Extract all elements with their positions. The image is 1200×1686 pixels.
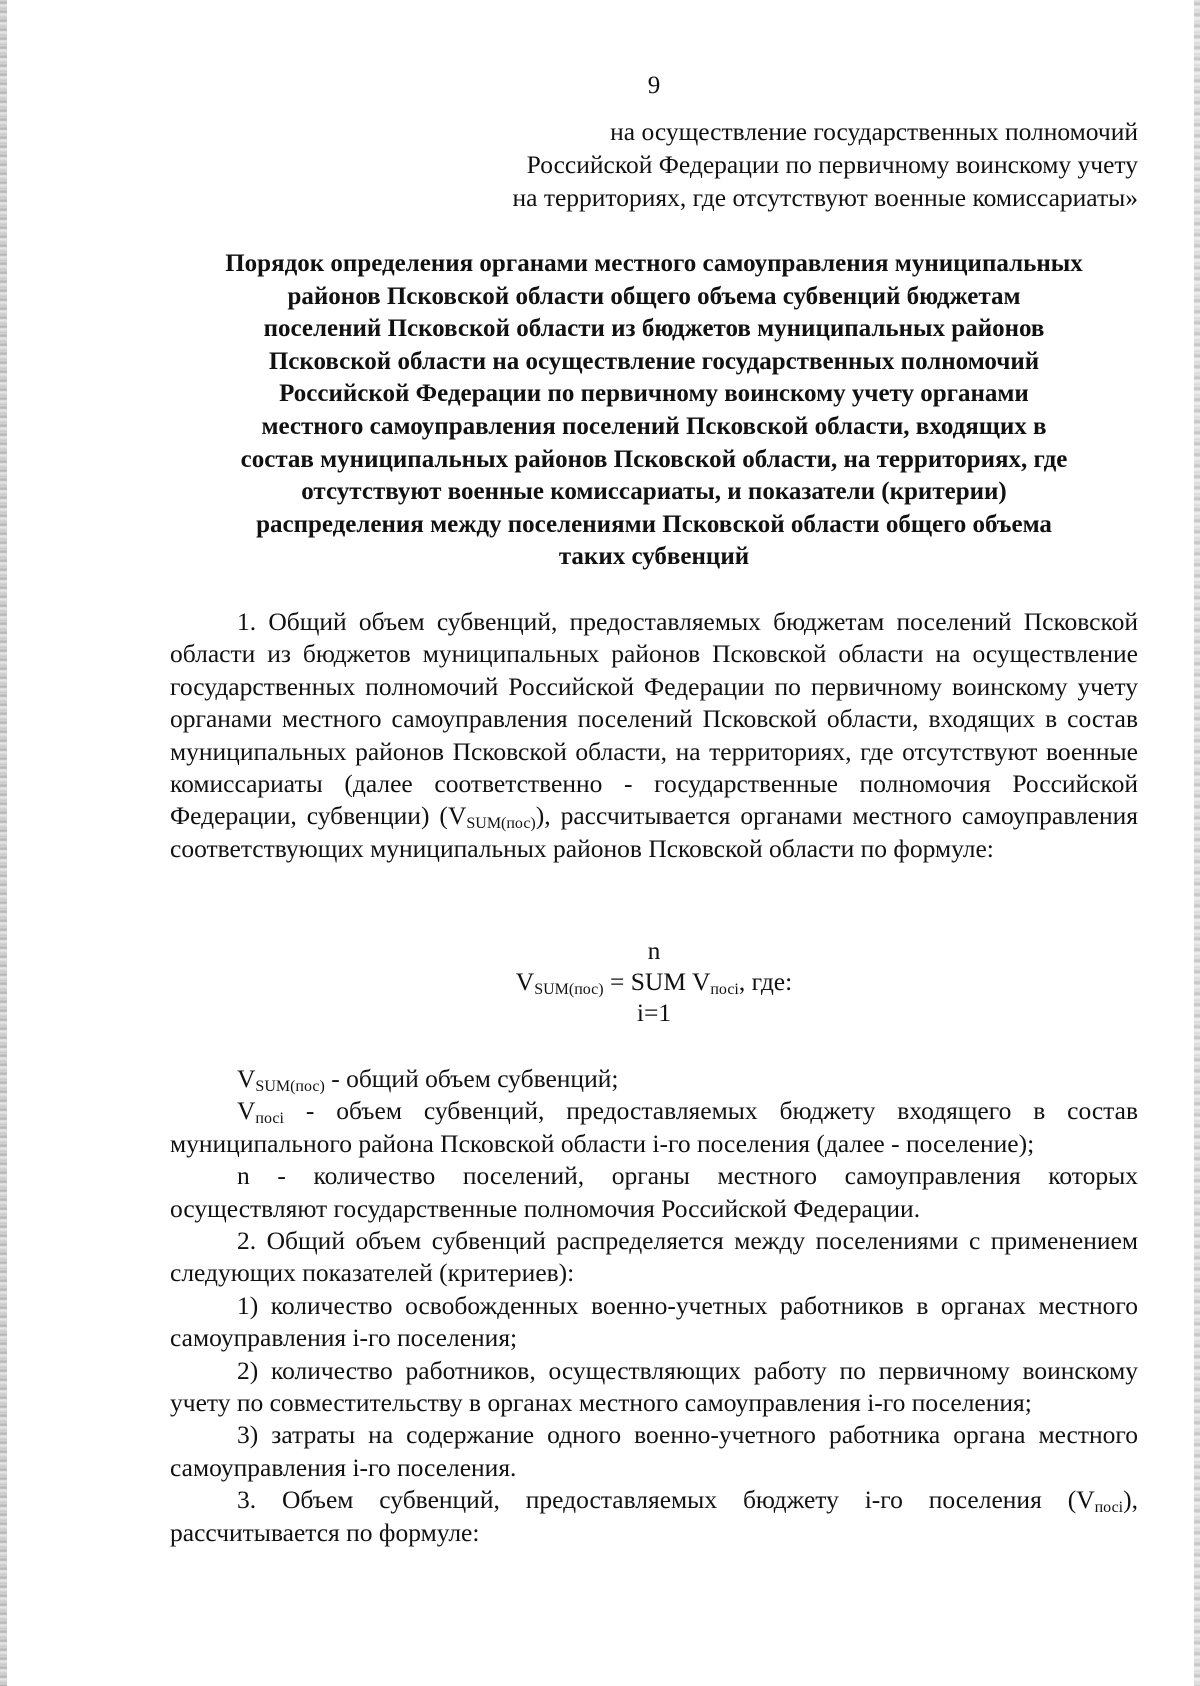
paragraph-1 xyxy=(170,606,1138,865)
formula-main-row xyxy=(170,966,1138,997)
criterion-1: 1) количество освобожденных военно-учетных работников в органах местного самоуправления i-го поселения; xyxy=(170,1290,1138,1353)
formula-lower-limit: i=1 xyxy=(636,998,672,1027)
def1-text: - общий объем субвенций; xyxy=(324,1064,619,1093)
title-line: Российской Федерации по первичному воинскому учету органами xyxy=(279,380,1029,408)
title-line: распределения между поселениями Псковской области общего объема xyxy=(256,510,1052,538)
page-number: 9 xyxy=(647,72,661,99)
title-line: отсутствуют военные комиссариаты, и показатели (критерии) xyxy=(301,478,1007,506)
formula-rhs-v: V xyxy=(691,967,711,996)
p3-var-v: V xyxy=(1076,1485,1095,1515)
scan-edge-right xyxy=(1194,0,1200,1686)
paragraph-3 xyxy=(170,1484,1138,1549)
formula-total-subventions xyxy=(170,935,1138,1028)
title-line: местного самоуправления поселений Псковской области, входящих в xyxy=(261,412,1047,440)
header-line: Российской Федерации по первичному воинскому учету xyxy=(526,150,1138,179)
criterion-3: 3) затраты на содержание одного военно-учетного работника органа местного самоуправления i-го поселения. xyxy=(170,1420,1138,1482)
def1-v: V xyxy=(237,1064,256,1093)
paragraph-2-intro: 2. Общий объем субвенций распределяется между поселениями с применением следующих показателей (критериев): xyxy=(170,1226,1138,1288)
header-line: на осуществление государственных полномочий xyxy=(610,117,1138,146)
title-line: состав муниципальных районов Псковской области, на территориях, где xyxy=(240,445,1068,473)
title-line: таких субвенций xyxy=(558,543,750,571)
header-line: на территориях, где отсутствуют военные комиссариаты» xyxy=(512,183,1138,212)
formula-rhs-sub: посi xyxy=(710,981,739,998)
scan-edge-left xyxy=(0,0,7,1686)
var-v: V xyxy=(447,801,467,831)
paragraph-1-text xyxy=(170,606,1138,865)
formula-lhs-v: V xyxy=(515,967,535,996)
title-line: Псковской области на осуществление государственных полномочий xyxy=(268,347,1040,375)
title-line: поселений Псковской области из бюджетов муниципальных районов xyxy=(263,315,1045,343)
formula-upper-limit: n xyxy=(647,936,661,965)
header-reference xyxy=(170,115,1138,214)
formula-tail: , где: xyxy=(738,967,793,996)
def1-sub: SUM(пос) xyxy=(255,1078,325,1095)
paragraph-3-after: ), рассчитывается по формуле: xyxy=(170,1485,1138,1547)
paragraph-3-before: 3. Объем субвенций, предоставляемых бюджету i-го поселения ( xyxy=(237,1485,1077,1515)
paragraph-1-before: 1. Общий объем субвенций, предоставляемых бюджетам поселений Псковской области из бюджетов муниципальных районов Псковской области на осуществление государственных полномочий Российской Федерации по первичному воинскому учету органами местного самоуправления поселений Псковской области, входящих в состав муниципальных районов Псковской области, на территориях, где отсутствуют военные комиссариаты (далее соответственно - государственные полномочия Российской Федерации, субвенции) ( xyxy=(170,607,1138,831)
formula-lhs-sub: SUM(пос) xyxy=(534,981,604,998)
criterion-2: 2) количество работников, осуществляющих работу по первичному воинскому учету по совместительству в органах местного самоуправления i-го поселения; xyxy=(170,1355,1138,1418)
definition-n: n - количество поселений, органы местного самоуправления которых осуществляют государственные полномочия Российской Федерации. xyxy=(170,1161,1138,1223)
p3-var-sub: посi xyxy=(1094,1499,1124,1517)
formula-equals-sum: = SUM xyxy=(603,967,692,996)
def2-text: - объем субвенций, предоставляемых бюджету входящего в состав муниципального района Псковской области i-го поселения (далее - поселение); xyxy=(170,1096,1138,1158)
paragraph-1-after: ), рассчитывается органами местного самоуправления соответствующих муниципальных районов Псковской области по формуле: xyxy=(170,801,1139,863)
document-title xyxy=(170,248,1138,574)
title-line: районов Псковской области общего объема субвенций бюджетам xyxy=(287,282,1021,310)
title-line: Порядок определения органами местного самоуправления муниципальных xyxy=(225,250,1083,277)
definitions-and-criteria xyxy=(170,1063,1138,1549)
def2-v: V xyxy=(237,1096,256,1126)
definition-vposi xyxy=(170,1095,1138,1160)
var-subscript: SUM(пос) xyxy=(466,815,536,833)
definition-vsum xyxy=(170,1063,1138,1095)
def2-sub: посi xyxy=(255,1110,284,1128)
